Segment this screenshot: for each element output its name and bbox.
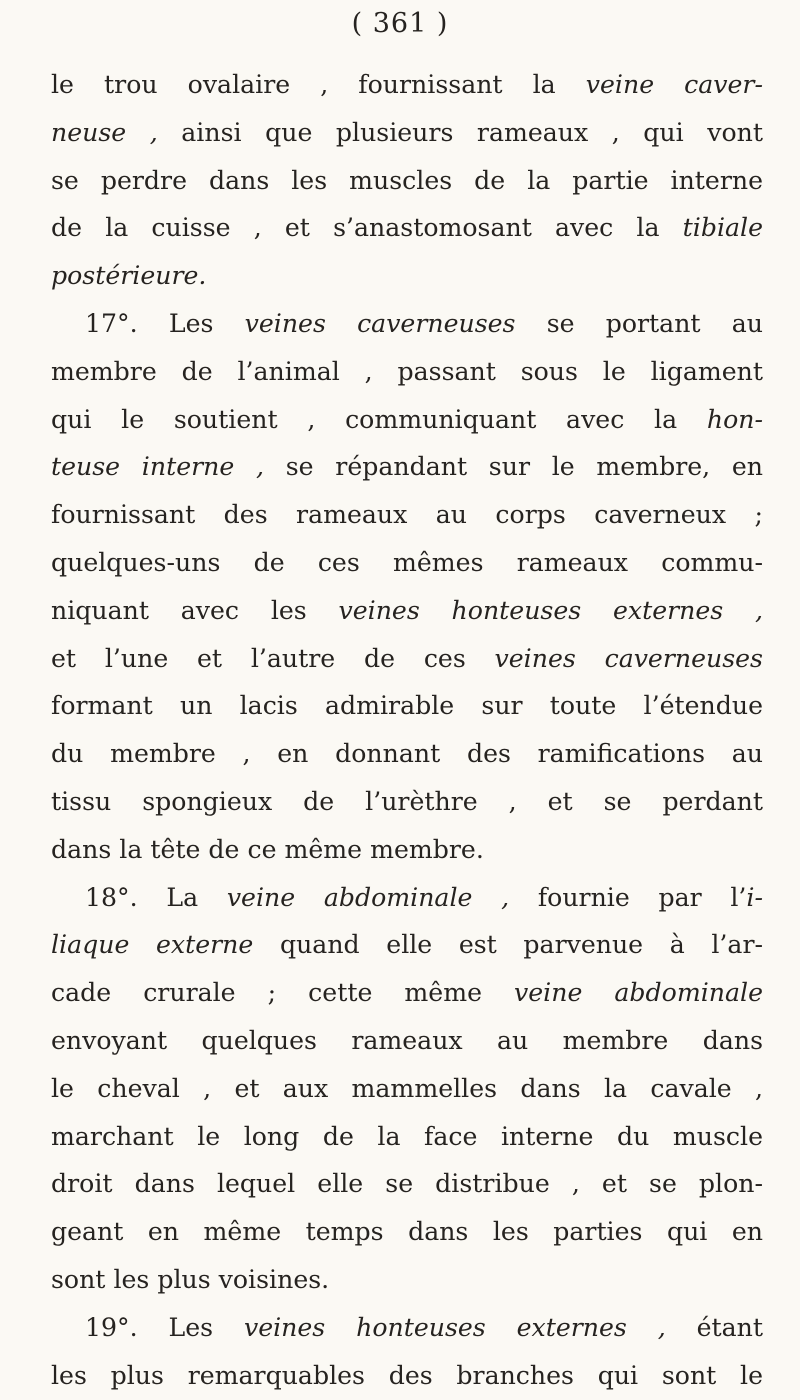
text-line — [51, 109, 763, 157]
italic-text: veines caverneuses — [494, 643, 763, 673]
text-line — [51, 157, 763, 205]
text-line — [51, 635, 763, 683]
text-segment: étant — [665, 1312, 763, 1342]
text-line — [51, 587, 763, 635]
text-line — [51, 778, 763, 826]
text-segment: niquant avec les — [51, 595, 339, 625]
text-segment: se répandant sur le membre, en — [264, 452, 763, 482]
text-line — [51, 1208, 763, 1256]
text-segment: le trou ovalaire , fournissant la — [51, 70, 586, 99]
italic-text: veines honteuses externes , — [243, 1312, 666, 1342]
text-line — [51, 730, 763, 778]
text-segment: membre de l’animal , passant sous le ligament — [51, 356, 763, 386]
text-segment: fournissant des rameaux au corps caverneux ; — [51, 500, 763, 530]
text-line — [85, 874, 763, 922]
italic-text: veine abdominale , — [226, 882, 510, 912]
text-segment: sont les plus voisines. — [51, 1265, 330, 1294]
text-line — [51, 1352, 763, 1400]
text-segment: quand elle est parvenue à l’ar- — [253, 930, 763, 960]
italic-text: postérieure. — [51, 261, 207, 291]
text-line — [51, 1256, 763, 1304]
italic-text: liaque externe — [51, 930, 254, 960]
text-segment: marchant le long de la face interne du muscle — [51, 1121, 763, 1151]
text-line — [51, 1017, 763, 1065]
text-line — [51, 1065, 763, 1113]
text-segment: dans la tête de ce même membre. — [51, 834, 484, 864]
italic-text: veines caverneuses — [244, 309, 516, 338]
text-segment: se portant au — [515, 309, 763, 338]
text-line — [51, 539, 763, 587]
italic-text: teuse interne , — [51, 452, 265, 482]
text-line — [51, 348, 763, 396]
text-line — [51, 1113, 763, 1161]
text-segment: fournie par l’ — [509, 882, 747, 912]
text-segment: envoyant quelques rameaux au membre dans — [51, 1026, 763, 1055]
text-line — [51, 204, 763, 252]
text-segment: 17°. Les — [85, 309, 245, 338]
text-segment: du membre , en donnant des ramifications au — [51, 739, 763, 769]
italic-text: veine caver- — [585, 70, 763, 99]
text-line — [51, 1160, 763, 1208]
text-segment: tissu spongieux de l’urèthre , et se perdant — [51, 787, 763, 816]
italic-text: neuse , — [51, 117, 158, 147]
text-segment: ainsi que plusieurs rameaux , qui vont — [157, 117, 763, 147]
text-segment: geant en même temps dans les parties qui en — [51, 1217, 763, 1247]
text-segment: de la cuisse , et s’anastomosant avec la — [51, 213, 683, 243]
text-segment: cade crurale ; cette même — [51, 978, 515, 1008]
text-line — [51, 921, 763, 969]
text-line — [51, 491, 763, 539]
text-line — [51, 826, 763, 874]
text-line — [51, 682, 763, 730]
text-segment: 18°. La — [85, 882, 227, 912]
text-segment: quelques-uns de ces mêmes rameaux commu- — [51, 548, 763, 577]
text-line — [51, 61, 763, 109]
page-number: ( 361 ) — [351, 8, 449, 39]
italic-text: tibiale — [682, 213, 763, 243]
italic-text: i- — [746, 882, 763, 912]
text-segment: droit dans lequel elle se distribue , et se plon- — [51, 1169, 763, 1199]
text-segment: formant un lacis admirable sur toute l’étendue — [51, 691, 763, 721]
text-segment: qui le soutient , communiquant avec la — [51, 404, 707, 434]
text-segment: et l’une et l’autre de ces — [51, 643, 495, 673]
text-segment: 19°. Les — [85, 1312, 244, 1342]
text-segment: se perdre dans les muscles de la partie interne — [51, 165, 763, 195]
text-line — [85, 300, 763, 348]
text-line — [51, 252, 763, 300]
text-line — [51, 396, 763, 444]
text-line — [85, 1304, 763, 1352]
text-line — [51, 443, 763, 491]
italic-text: hon- — [706, 404, 763, 434]
text-line — [51, 969, 763, 1017]
italic-text: veine abdominale — [514, 978, 763, 1008]
text-segment: le cheval , et aux mammelles dans la cavale , — [51, 1073, 763, 1103]
italic-text: veines honteuses externes , — [338, 595, 763, 625]
text-segment: les plus remarquables des branches qui sont le — [51, 1360, 763, 1390]
